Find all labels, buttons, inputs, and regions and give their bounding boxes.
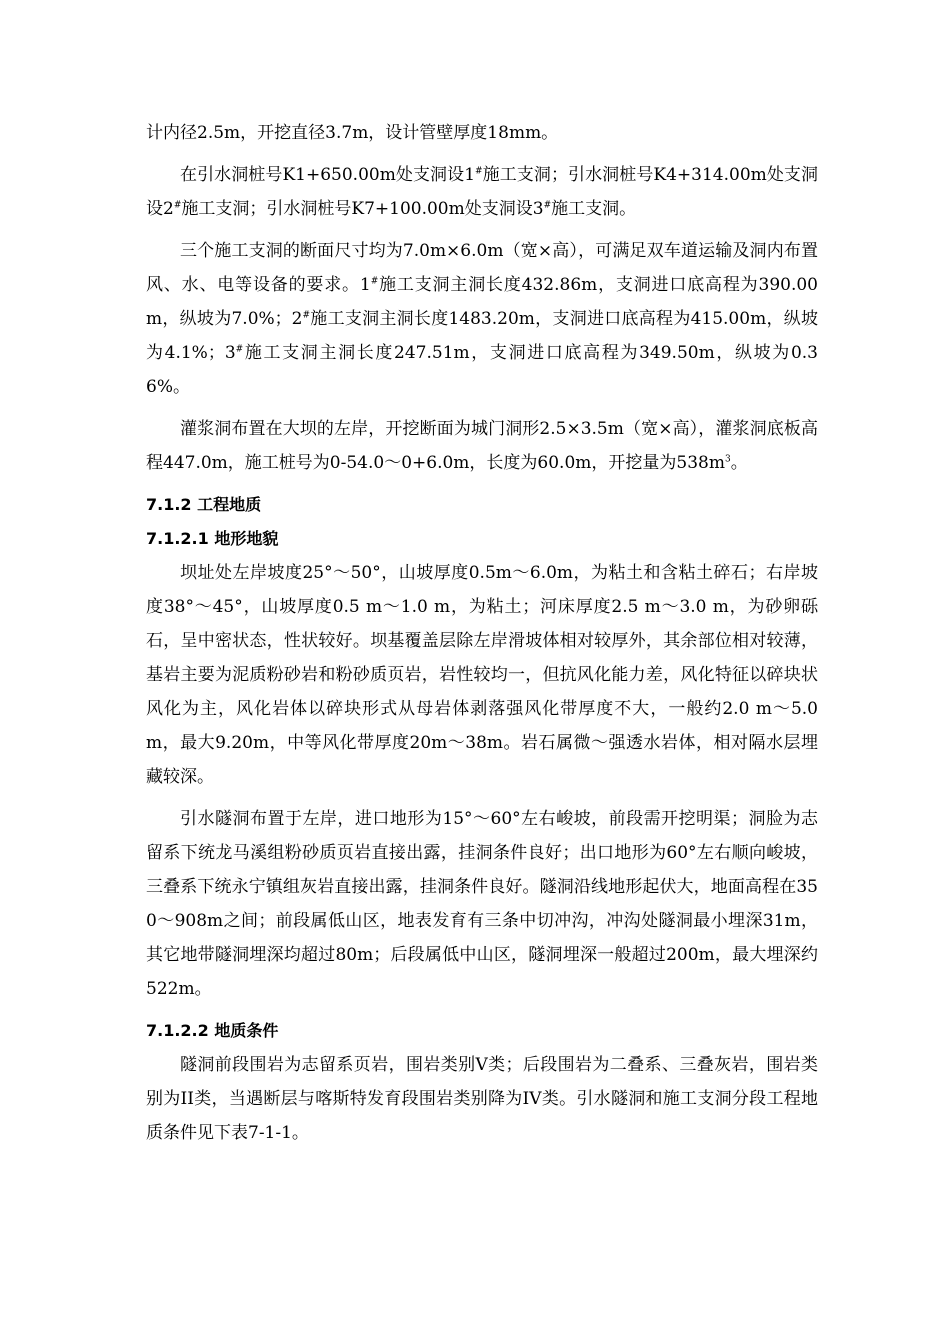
paragraph-grouting-tunnel: 灌浆洞布置在大坝的左岸，开挖断面为城门洞形2.5×3.5m（宽×高），灌浆洞底板高程447.0m，施工桩号为0-54.0～0+6.0m，长度为60.0m，开挖量为$538m^3$。 [146, 419, 818, 473]
paragraph-dam-site-topography: 坝址处左岸坡度25°～50°，山坡厚度0.5m～6.0m，为粘土和含粘土碎石；右岸坡度38°～45°，山坡厚度0.5 m～1.0 m，为粘土；河床厚度2.5 m～3.0 m，为砂卵砾石，呈中密状态，性状较好。坝基覆盖层除左岸滑坡体相对较厚外，其余部位相对较薄，基岩主要为泥质粉砂岩和粉砂质页岩，岩性较均一，但抗风化能力差，风化特征以碎块状风化为主，风化岩体以碎块形式从母岩体剥落强风化带厚度不大，一般约2.0 m～5.0 m，最大9.20m，中等风化带厚度20m～38m。岩石属微～强透水岩体，相对隔水层埋藏较深。 [146, 563, 818, 787]
superscript-mark: # [543, 200, 552, 211]
section-heading-geological-conditions: 7.1.2.2 地质条件 [146, 1021, 279, 1040]
paragraph-adit-dimensions: 三个施工支洞的断面尺寸均为7.0m×6.0m（宽×高），可满足双车道运输及洞内布置风、水、电等设备的要求。1#施工支洞主洞长度432.86m，支洞进口底高程为390.00m，纵坡为7.0%；2#施工支洞主洞长度1483.20m，支洞进口底高程为415.00m，纵坡为4.1%；3#施工支洞主洞长度247.51m，支洞进口底高程为349.50m，纵坡为0.36%。 [146, 241, 818, 397]
superscript-mark: # [370, 276, 379, 287]
section-heading-engineering-geology: 7.1.2 工程地质 [146, 495, 262, 514]
superscript-mark: 3 [724, 454, 731, 465]
superscript-mark: # [235, 344, 244, 355]
superscript-mark: # [475, 166, 483, 177]
paragraph-pipe-dimensions: 计内径2.5m，开挖直径3.7m，设计管壁厚度18mm。 [146, 123, 559, 143]
document-body [146, 116, 818, 1158]
paragraph-diversion-tunnel-topography: 引水隧洞布置于左岸，进口地形为15°～60°左右峻坡，前段需开挖明渠；洞脸为志留系下统龙马溪组粉砂质页岩直接出露，挂洞条件良好；出口地形为60°左右顺向峻坡，三叠系下统永宁镇组灰岩直接出露，挂洞条件良好。隧洞沿线地形起伏大，地面高程在350～908m之间；前段属低山区，地表发育有三条中切冲沟，冲沟处隧洞最小埋深31m，其它地带隧洞埋深均超过80m；后段属低中山区，隧洞埋深一般超过200m，最大埋深约522m。 [146, 809, 818, 999]
paragraph-surrounding-rock: 隧洞前段围岩为志留系页岩，围岩类别V类；后段围岩为二叠系、三叠灰岩，围岩类别为II类，当遇断层与喀斯特发育段围岩类别降为IV类。引水隧洞和施工支洞分段工程地质条件见下表7-1-1。 [146, 1055, 818, 1143]
paragraph-construction-adits-location: 在引水洞桩号K1+650.00m处支洞设1#施工支洞；引水洞桩号K4+314.00m处支洞设2#施工支洞；引水洞桩号K7+100.00m处支洞设3#施工支洞。 [146, 165, 818, 219]
section-heading-topography: 7.1.2.1 地形地貌 [146, 529, 279, 548]
superscript-mark: # [302, 310, 311, 321]
superscript-mark: # [173, 200, 182, 211]
